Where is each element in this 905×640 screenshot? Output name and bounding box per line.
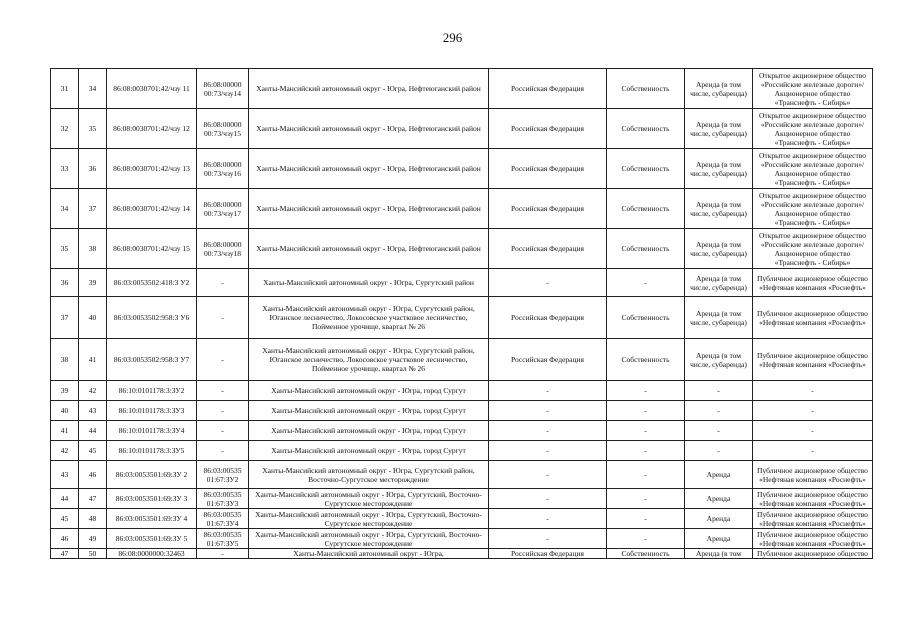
owner-cell: - <box>489 269 607 297</box>
holder-cell: Публичное акционерное общество «Нефтяная компания «Роснефть» <box>753 529 873 549</box>
encumbrance-cell: Аренда (в том числе, субаренда) <box>685 149 753 189</box>
plot-number-cell: 86:03:0053501:69:ЗУ 4 <box>107 509 197 529</box>
parent-plot-number-cell: - <box>197 421 249 441</box>
owner-cell: - <box>489 401 607 421</box>
holder-cell: Открытое акционерное общество «Российские железные дороги»/ Акционерное общество «Транснефть - Сибирь» <box>753 149 873 189</box>
owner-cell: - <box>489 421 607 441</box>
row-number-cell: 34 <box>51 189 79 229</box>
parent-plot-number-cell: 86:08:00000 00:73/чзу16 <box>197 149 249 189</box>
table-row <box>51 297 873 339</box>
holder-cell: - <box>753 441 873 461</box>
holder-cell: Открытое акционерное общество «Российские железные дороги»/ Акционерное общество «Транснефть - Сибирь» <box>753 229 873 269</box>
row-number-cell: 46 <box>51 529 79 549</box>
encumbrance-cell: - <box>685 381 753 401</box>
plot-address-cell: Ханты-Мансийский автономный округ - Югра, Сургутский, Восточно-Сургутское месторождение <box>249 509 489 529</box>
section-number-cell: 49 <box>79 529 107 549</box>
right-type-cell: - <box>607 441 685 461</box>
table-row <box>51 339 873 381</box>
row-number-cell: 41 <box>51 421 79 441</box>
encumbrance-cell: Аренда <box>685 489 753 509</box>
parent-plot-number-cell: - <box>197 381 249 401</box>
right-type-cell: - <box>607 529 685 549</box>
owner-cell: Российская Федерация <box>489 297 607 339</box>
table-row <box>51 529 873 549</box>
holder-cell: Публичное акционерное общество «Нефтяная компания «Роснефть» <box>753 461 873 489</box>
holder-cell: Открытое акционерное общество «Российские железные дороги»/ Акционерное общество «Транснефть - Сибирь» <box>753 69 873 109</box>
plot-number-cell: 86:08:0030701:42/чзу 11 <box>107 69 197 109</box>
section-number-cell: 39 <box>79 269 107 297</box>
encumbrance-cell: Аренда <box>685 529 753 549</box>
encumbrance-cell: Аренда <box>685 461 753 489</box>
right-type-cell: - <box>607 509 685 529</box>
plot-number-cell: 86:03:0053502:958:3 У6 <box>107 297 197 339</box>
plot-number-cell: 86:10:0101178:3:ЗУ2 <box>107 381 197 401</box>
plot-address-cell: Ханты-Мансийский автономный округ - Югра, город Сургут <box>249 421 489 441</box>
owner-cell: - <box>489 381 607 401</box>
encumbrance-cell: - <box>685 421 753 441</box>
right-type-cell: Собственность <box>607 109 685 149</box>
holder-cell: Публичное акционерное общество «Нефтяная компания «Роснефть» <box>753 339 873 381</box>
row-number-cell: 38 <box>51 339 79 381</box>
plot-number-cell: 86:03:0053501:69:ЗУ 3 <box>107 489 197 509</box>
page-number: 296 <box>442 30 463 45</box>
plot-address-cell: Ханты-Мансийский автономный округ - Югра, Сургутский район <box>249 269 489 297</box>
table-row <box>51 189 873 229</box>
owner-cell: Российская Федерация <box>489 109 607 149</box>
section-number-cell: 37 <box>79 189 107 229</box>
row-number-cell: 33 <box>51 149 79 189</box>
holder-cell: Публичное акционерное общество «Нефтяная компания «Роснефть» <box>753 509 873 529</box>
encumbrance-cell: Аренда (в том числе, субаренда) <box>685 339 753 381</box>
holder-cell: Публичное акционерное общество «Нефтяная компания «Роснефть» <box>753 297 873 339</box>
table-row <box>51 381 873 401</box>
parent-plot-number-cell: 86:08:00000 00:73/чзу15 <box>197 109 249 149</box>
plot-address-cell: Ханты-Мансийский автономный округ - Югра, город Сургут <box>249 381 489 401</box>
plot-address-cell: Ханты-Мансийский автономный округ - Югра, город Сургут <box>249 441 489 461</box>
encumbrance-cell: - <box>685 441 753 461</box>
owner-cell: Российская Федерация <box>489 549 607 559</box>
right-type-cell: Собственность <box>607 297 685 339</box>
table-row <box>51 229 873 269</box>
parent-plot-number-cell: - <box>197 297 249 339</box>
owner-cell: - <box>489 461 607 489</box>
parent-plot-number-cell: 86:03:00535 01:67:ЗУ5 <box>197 529 249 549</box>
plot-number-cell: 86:03:0053502:418:3 У2 <box>107 269 197 297</box>
right-type-cell: Собственность <box>607 339 685 381</box>
plot-number-cell: 86:08:0030701:42/чзу 15 <box>107 229 197 269</box>
row-number-cell: 47 <box>51 549 79 559</box>
table-row <box>51 269 873 297</box>
parent-plot-number-cell: 86:08:00000 00:73/чзу18 <box>197 229 249 269</box>
plot-number-cell: 86:08:0030701:42/чзу 12 <box>107 109 197 149</box>
plot-address-cell: Ханты-Мансийский автономный округ - Югра, Нефтеюганский район <box>249 149 489 189</box>
plot-number-cell: 86:03:0053501:69:ЗУ 5 <box>107 529 197 549</box>
plot-address-cell: Ханты-Мансийский автономный округ - Югра, Сургутский район, Восточно-Сургутское месторождение <box>249 461 489 489</box>
row-number-cell: 44 <box>51 489 79 509</box>
section-number-cell: 46 <box>79 461 107 489</box>
row-number-cell: 35 <box>51 229 79 269</box>
row-number-cell: 42 <box>51 441 79 461</box>
table-row <box>51 489 873 509</box>
encumbrance-cell: - <box>685 401 753 421</box>
section-number-cell: 41 <box>79 339 107 381</box>
right-type-cell: - <box>607 489 685 509</box>
table-row <box>51 421 873 441</box>
section-number-cell: 34 <box>79 69 107 109</box>
holder-cell: Открытое акционерное общество «Российские железные дороги»/ Акционерное общество «Транснефть - Сибирь» <box>753 109 873 149</box>
table-row <box>51 549 873 559</box>
section-number-cell: 43 <box>79 401 107 421</box>
section-number-cell: 42 <box>79 381 107 401</box>
table-row <box>51 149 873 189</box>
section-number-cell: 38 <box>79 229 107 269</box>
holder-cell: Публичное акционерное общество <box>753 549 873 559</box>
row-number-cell: 40 <box>51 401 79 421</box>
owner-cell: Российская Федерация <box>489 149 607 189</box>
right-type-cell: Собственность <box>607 229 685 269</box>
parent-plot-number-cell: - <box>197 339 249 381</box>
row-number-cell: 36 <box>51 269 79 297</box>
holder-cell: - <box>753 421 873 441</box>
encumbrance-cell: Аренда (в том числе, субаренда) <box>685 109 753 149</box>
parent-plot-number-cell: 86:03:00535 01:67:ЗУ4 <box>197 509 249 529</box>
section-number-cell: 35 <box>79 109 107 149</box>
parent-plot-number-cell: - <box>197 401 249 421</box>
table-row <box>51 461 873 489</box>
parent-plot-number-cell: - <box>197 269 249 297</box>
plot-address-cell: Ханты-Мансийский автономный округ - Югра, Сургутский, Восточно-Сургутское месторождение <box>249 529 489 549</box>
right-type-cell: - <box>607 401 685 421</box>
parent-plot-number-cell: 86:08:00000 00:73/чзу17 <box>197 189 249 229</box>
right-type-cell: Собственность <box>607 189 685 229</box>
right-type-cell: Собственность <box>607 69 685 109</box>
owner-cell: - <box>489 489 607 509</box>
right-type-cell: Собственность <box>607 149 685 189</box>
section-number-cell: 50 <box>79 549 107 559</box>
parent-plot-number-cell: - <box>197 441 249 461</box>
plot-address-cell: Ханты-Мансийский автономный округ - Югра, Нефтеюганский район <box>249 69 489 109</box>
owner-cell: Российская Федерация <box>489 189 607 229</box>
table-row <box>51 69 873 109</box>
row-number-cell: 31 <box>51 69 79 109</box>
table-row <box>51 109 873 149</box>
section-number-cell: 40 <box>79 297 107 339</box>
table-row <box>51 509 873 529</box>
encumbrance-cell: Аренда (в том числе, субаренда) <box>685 269 753 297</box>
encumbrance-cell: Аренда (в том <box>685 549 753 559</box>
parent-plot-number-cell: 86:03:00535 01:67:ЗУ3 <box>197 489 249 509</box>
encumbrance-cell: Аренда (в том числе, субаренда) <box>685 229 753 269</box>
plot-address-cell: Ханты-Мансийский автономный округ - Югра, Нефтеюганский район <box>249 109 489 149</box>
holder-cell: Публичное акционерное общество «Нефтяная компания «Роснефть» <box>753 489 873 509</box>
holder-cell: - <box>753 381 873 401</box>
plot-number-cell: 86:08:0030701:42/чзу 13 <box>107 149 197 189</box>
plot-number-cell: 86:03:0053502:958:3 У7 <box>107 339 197 381</box>
plot-address-cell: Ханты-Мансийский автономный округ - Югра, Сургутский, Восточно-Сургутское месторождение <box>249 489 489 509</box>
plot-address-cell: Ханты-Мансийский автономный округ - Югра, Сургутский район, Юганское лесничество, Локосовское участковое лесничество, Пойменное урочище, квартал № 26 <box>249 297 489 339</box>
plot-number-cell: 86:10:0101178:3:ЗУ3 <box>107 401 197 421</box>
section-number-cell: 44 <box>79 421 107 441</box>
plot-address-cell: Ханты-Мансийский автономный округ - Югра, Нефтеюганский район <box>249 229 489 269</box>
plot-address-cell: Ханты-Мансийский автономный округ - Югра, <box>249 549 489 559</box>
owner-cell: - <box>489 509 607 529</box>
right-type-cell: - <box>607 381 685 401</box>
encumbrance-cell: Аренда <box>685 509 753 529</box>
row-number-cell: 45 <box>51 509 79 529</box>
row-number-cell: 32 <box>51 109 79 149</box>
owner-cell: - <box>489 441 607 461</box>
owner-cell: - <box>489 529 607 549</box>
encumbrance-cell: Аренда (в том числе, субаренда) <box>685 69 753 109</box>
plot-address-cell: Ханты-Мансийский автономный округ - Югра, Нефтеюганский район <box>249 189 489 229</box>
right-type-cell: - <box>607 461 685 489</box>
section-number-cell: 47 <box>79 489 107 509</box>
right-type-cell: - <box>607 269 685 297</box>
table-row <box>51 441 873 461</box>
section-number-cell: 45 <box>79 441 107 461</box>
plot-number-cell: 86:03:0053501:69:ЗУ 2 <box>107 461 197 489</box>
holder-cell: - <box>753 401 873 421</box>
owner-cell: Российская Федерация <box>489 339 607 381</box>
land-plots-table <box>50 68 873 559</box>
plot-number-cell: 86:10:0101178:3:ЗУ4 <box>107 421 197 441</box>
owner-cell: Российская Федерация <box>489 69 607 109</box>
owner-cell: Российская Федерация <box>489 229 607 269</box>
parent-plot-number-cell: - <box>197 549 249 559</box>
holder-cell: Открытое акционерное общество «Российские железные дороги»/ Акционерное общество «Транснефть - Сибирь» <box>753 189 873 229</box>
plot-number-cell: 86:08:0030701:42/чзу 14 <box>107 189 197 229</box>
row-number-cell: 37 <box>51 297 79 339</box>
parent-plot-number-cell: 86:08:00000 00:73/чзу14 <box>197 69 249 109</box>
row-number-cell: 39 <box>51 381 79 401</box>
right-type-cell: Собственность <box>607 549 685 559</box>
plot-number-cell: 86:08:0000000:32463 <box>107 549 197 559</box>
plot-address-cell: Ханты-Мансийский автономный округ - Югра, город Сургут <box>249 401 489 421</box>
section-number-cell: 48 <box>79 509 107 529</box>
plot-number-cell: 86:10:0101178:3:ЗУ5 <box>107 441 197 461</box>
table-row <box>51 401 873 421</box>
right-type-cell: - <box>607 421 685 441</box>
holder-cell: Публичное акционерное общество «Нефтяная компания «Роснефть» <box>753 269 873 297</box>
row-number-cell: 43 <box>51 461 79 489</box>
encumbrance-cell: Аренда (в том числе, субаренда) <box>685 189 753 229</box>
parent-plot-number-cell: 86:03:00535 01:67:ЗУ2 <box>197 461 249 489</box>
section-number-cell: 36 <box>79 149 107 189</box>
encumbrance-cell: Аренда (в том числе, субаренда) <box>685 297 753 339</box>
plot-address-cell: Ханты-Мансийский автономный округ - Югра, Сургутский район, Юганское лесничество, Локосовское участковое лесничество, Пойменное урочище, квартал № 26 <box>249 339 489 381</box>
